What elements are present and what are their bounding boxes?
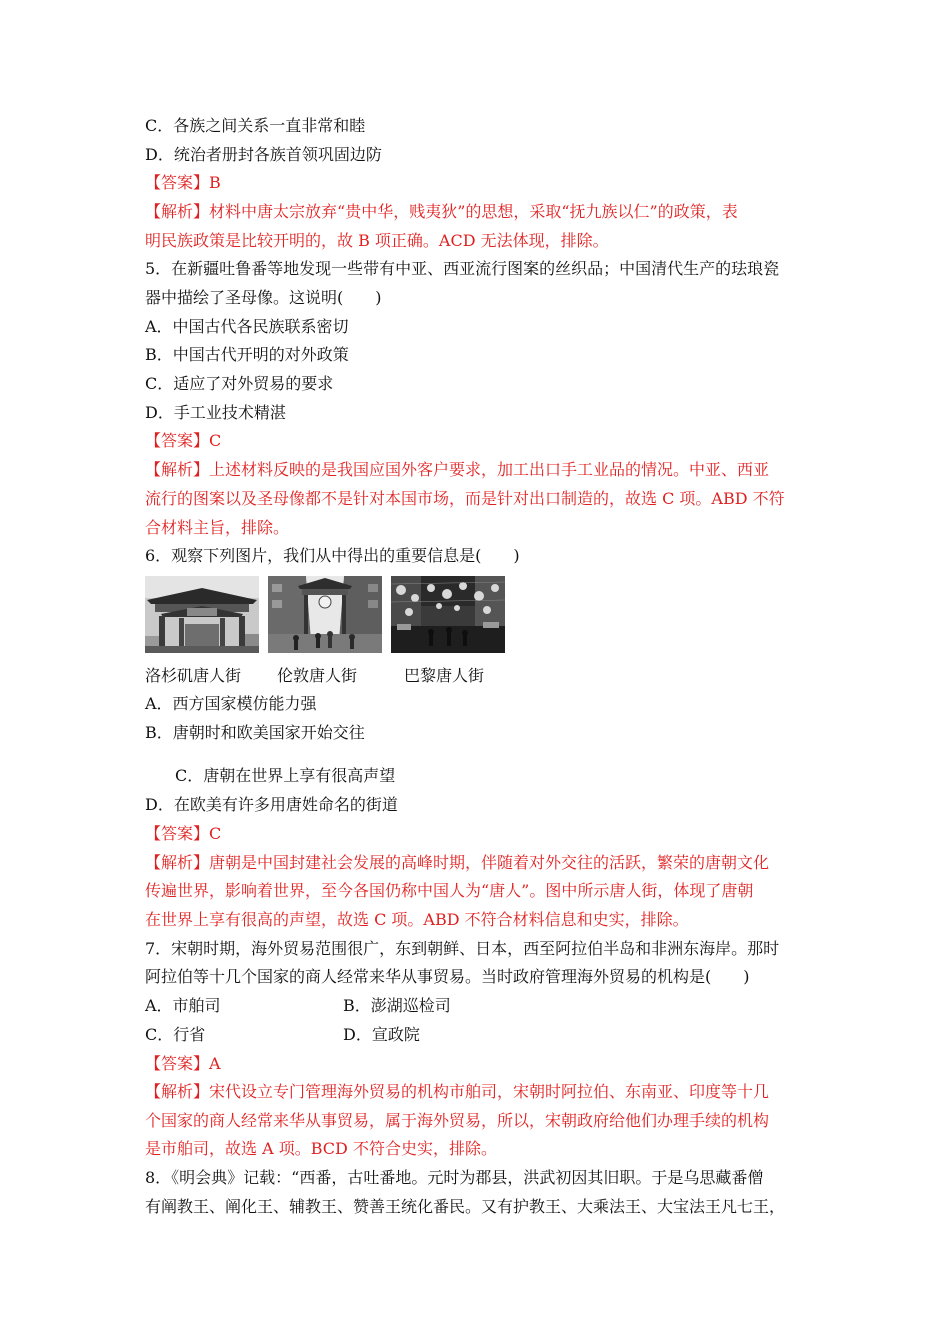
caption-paris: 巴黎唐人街	[404, 666, 485, 685]
q4-option-c: C．各族之间关系一直非常和睦	[145, 116, 366, 135]
q7-answer	[145, 1054, 221, 1074]
q5-option-c: C．适应了对外贸易的要求	[145, 374, 334, 393]
q7-analysis-line-2: 个国家的商人经常来华从事贸易，属于海外贸易，所以，宋朝政府给他们办理手续的机构	[145, 1111, 770, 1130]
q5-analysis-line-3: 合材料主旨，排除。	[145, 518, 290, 537]
analysis-tag: 【解析】	[145, 460, 210, 479]
q6-option-c: C．唐朝在世界上享有很高声望	[175, 766, 396, 785]
q5-answer	[145, 431, 221, 451]
analysis-text: 材料中唐太宗放弃“贵中华，贱夷狄”的思想，采取“抚九族以仁”的政策，表	[209, 202, 738, 221]
q6-option-a: A．西方国家模仿能力强	[145, 694, 317, 713]
q8-stem-line-2: 有阐教王、阐化王、辅教王、赞善王统化番民。又有护教王、大乘法王、大宝法王凡七王，	[145, 1197, 786, 1216]
q4-option-d: D．统治者册封各族首领巩固边防	[145, 145, 382, 164]
q5-option-b: B．中国古代开明的对外政策	[145, 345, 349, 364]
q4-analysis-line-2: 明民族政策是比较开明的，故 B 项正确。ACD 无法体现，排除。	[145, 231, 609, 250]
analysis-text: 宋代设立专门管理海外贸易的机构市舶司，宋朝时阿拉伯、东南亚、印度等十几	[209, 1082, 770, 1101]
q5-option-a: A．中国古代各民族联系密切	[145, 317, 349, 336]
q4-analysis-line-1	[145, 202, 738, 222]
q6-analysis-line-3: 在世界上享有很高的声望，故选 C 项。ABD 不符合材料信息和史实，排除。	[145, 910, 689, 929]
q8-stem-line-1: 8．《明会典》记载：“西番，古吐番地。元时为郡县，洪武初因其旧职。于是乌思藏番僧	[145, 1168, 764, 1187]
answer-value: C	[209, 431, 222, 450]
q7-analysis-line-3: 是市舶司，故选 A 项。BCD 不符合史实，排除。	[145, 1139, 497, 1158]
answer-value: A	[209, 1054, 221, 1073]
q5-stem-line-1: 5．在新疆吐鲁番等地发现一些带有中亚、西亚流行图案的丝织品；中国清代生产的珐琅瓷	[145, 259, 780, 278]
photo-london-chinatown	[268, 576, 382, 653]
q5-analysis-line-1	[145, 460, 769, 480]
q7-analysis-line-1	[145, 1082, 769, 1102]
q5-stem-line-2: 器中描绘了圣母像。这说明( )	[145, 288, 382, 307]
photo-los-angeles-chinatown	[145, 576, 259, 653]
answer-value: C	[209, 824, 222, 843]
answer-value: B	[209, 173, 221, 192]
analysis-text: 唐朝是中国封建社会发展的高峰时期，伴随着对外交往的活跃，繁荣的唐朝文化	[209, 853, 770, 872]
q6-analysis-line-2: 传遍世界，影响着世界，至今各国仍称中国人为“唐人”。图中所示唐人街，体现了唐朝	[145, 881, 754, 900]
answer-tag: 【答案】	[145, 1054, 210, 1073]
answer-tag: 【答案】	[145, 173, 210, 192]
q7-option-d: D．宣政院	[343, 1025, 420, 1044]
q7-stem-line-1: 7．宋朝时期，海外贸易范围很广，东到朝鲜、日本，西至阿拉伯半岛和非洲东海岸。那时	[145, 939, 780, 958]
q5-option-d: D．手工业技术精湛	[145, 403, 286, 422]
answer-tag: 【答案】	[145, 431, 210, 450]
q6-stem: 6．观察下列图片，我们从中得出的重要信息是( )	[145, 546, 520, 565]
q4-answer	[145, 173, 221, 193]
answer-tag: 【答案】	[145, 824, 210, 843]
analysis-tag: 【解析】	[145, 202, 210, 221]
caption-london: 伦敦唐人街	[277, 666, 358, 685]
photo-paris-chinatown	[391, 576, 505, 653]
analysis-tag: 【解析】	[145, 1082, 210, 1101]
q7-option-c: C．行省	[145, 1025, 206, 1044]
q6-analysis-line-1	[145, 853, 769, 873]
q6-option-d: D．在欧美有许多用唐姓命名的街道	[145, 795, 398, 814]
caption-los-angeles: 洛杉矶唐人街	[145, 666, 242, 685]
q7-option-a: A．市舶司	[145, 996, 221, 1015]
q6-answer	[145, 824, 221, 844]
q7-stem-line-2: 阿拉伯等十几个国家的商人经常来华从事贸易。当时政府管理海外贸易的机构是( )	[145, 967, 750, 986]
q6-option-b: B．唐朝时和欧美国家开始交往	[145, 723, 365, 742]
analysis-text: 上述材料反映的是我国应国外客户要求，加工出口手工业品的情况。中亚、西亚	[209, 460, 770, 479]
q7-option-b: B．澎湖巡检司	[343, 996, 451, 1015]
q5-analysis-line-2: 流行的图案以及圣母像都不是针对本国市场，而是针对出口制造的，故选 C 项。ABD 不符	[145, 489, 785, 508]
analysis-tag: 【解析】	[145, 853, 210, 872]
